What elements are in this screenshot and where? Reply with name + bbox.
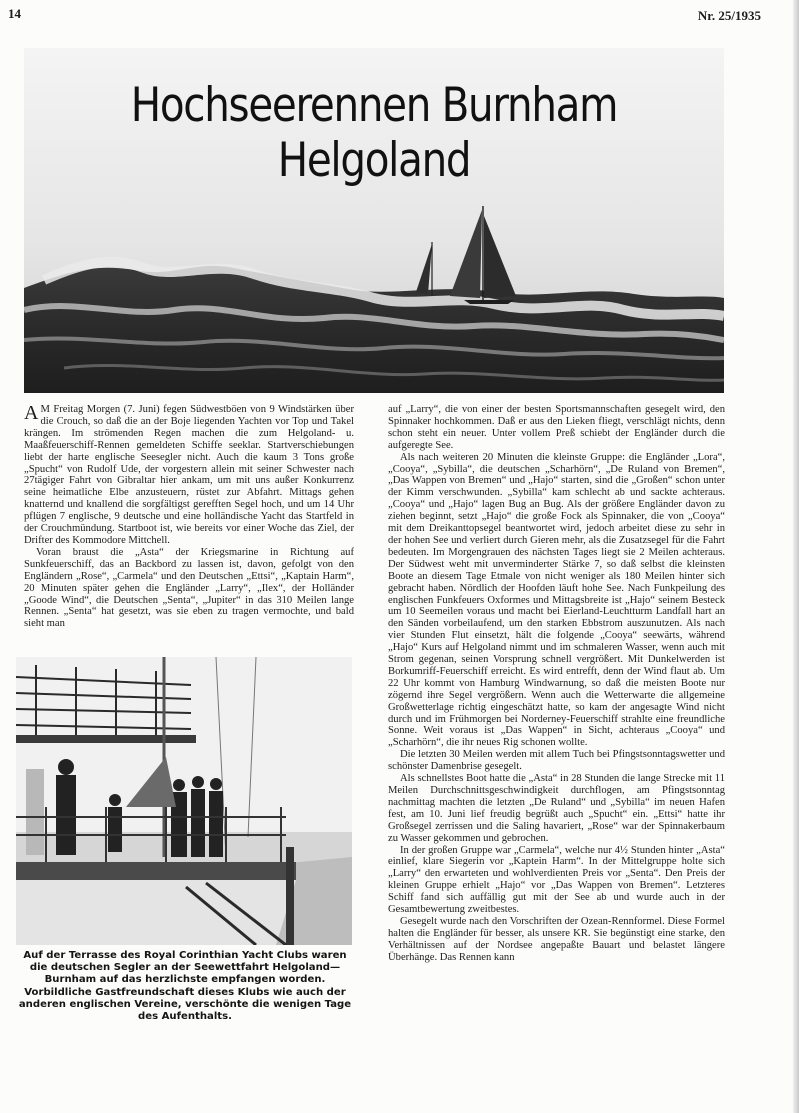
- terrace-photo-illustration: [16, 657, 352, 945]
- issue-number: Nr. 25/1935: [697, 8, 761, 23]
- right-paragraph: Gesegelt wurde nach den Vorschriften der Ozean-Rennformel. Diese Formel halten die Engländer für besser, als unsere KR. Sie begünstigt eine starke, den Verhältnissen auf der Nordsee angepaßte Bauart und belastet längere Überhänge. Das Rennen kann: [388, 915, 725, 963]
- left-column-text: [24, 404, 354, 646]
- right-paragraph: Die letzten 30 Meilen werden mit allem Tuch bei Pfingstsonntagswetter und schönster Damenbrise gesegelt.: [388, 749, 725, 773]
- right-paragraph: Als nach weiteren 20 Minuten die kleinste Gruppe: die Engländer „Lora“, „Cooya“, „Sybilla“, die deutschen „Scharhörn“, „De Ruland von Bremen“, „Das Wappen von Bremen“ und „Hajo“ starten, sind die „Großen“ schon unter der Kimm verschwunden. „Sybilla“ kam schlecht ab und sackte achteraus. „Cooya“ und „Hajo“ lagen Bug an Bug. Als der größere Engländer davon zu ziehen beginnt, setzt „Hajo“ die große Fock als Spinnaker, die von „Cooya“ mit dem Dreikanttopsegel beantwortet wird, jedoch arbeitet diese zu sehr in der hohen See und verliert durch Gieren mehr, als die Zusatzsegel für die Fahrt bedeuten. Im Morgengrauen des nächsten Tages liegt sie 2 Meilen achteraus. Der Südwest weht mit unverminderter Stärke 7, so daß selbst die kleinsten Boote an diesem Tage Etmale von nicht weniger als 180 Meilen hinter sich gebracht haben. Nördlich der Hoofden läuft hohe See. Nach Funkpeilung des englischen Funkfeuers Oxformes und Mittagsbreite ist „Hajo“ seinem Besteck um 10 Seemeilen voraus und macht bei Eierland-Leuchtturm Landfall hart an den Sänden vorbeilaufend, um den starken Ebbstrom auszunutzen. Als nach vier Stunden Flut einsetzt, hält die folgende „Cooya“ seewärts, während „Hajo“ Kurs auf Helgoland nimmt und im schmaleren Wasser, wenn auch mit Strom gegenan, seinen Vorsprung schnell vergrößert. Mit Dunkelwerden ist Borkumriff-Feuerschiff erreicht. Es wird entrefft, denn der Wind flaut ab. Um 22 Uhr kommt von Hamburg Windwarnung, so daß die meisten Boote nur zögernd ihre Segel vergrößern. Wenn auch die Wetterwarte die allgemeine Großwetterlage richtig eingeschätzt hatte, so kam der angesagte Wind nicht durch und im Frühmorgen bei Norderney-Feuerschiff strahlte eine freundliche Sonne. Weit voraus ist „Das Wappen“ in Sicht, achteraus „Cooya“ und „Scharhörn“, die ihr neues Rig schonen wollte.: [388, 451, 725, 749]
- yacht-club-terrace-photo: [16, 657, 352, 945]
- intro-text: M Freitag Morgen (7. Juni) fegen Südwestböen von 9 Windstärken über die Crouch, so daß die an der Boje liegenden Yachten vor Top und Takel krängen. Im strömenden Regen machen die zum Helgoland- u. Maaßfeuerschiff-Rennen gemeldeten Schiffe seeklar. Startverschiebungen liebt der harte englische Seesegler nicht. Auch die kaum 3 Tons große „Spucht“ von Rudolf Ude, der vorgestern allein mit seiner Schwester nach 27tägiger Fahrt von Gibraltar hier ankam, um mit uns außer Konkurrenz seine heimatliche Elbe anzusteuern, rüstet zur Abfahrt. Mittags gehen knatternd und knallend die sorgfältigst gerefften Segel hoch, und um 14 Uhr pflügen 7 englische, 9 deutsche und eine holländische Yacht das Startfeld in der Crouchmündung. Startboot ist, wie bereits vor einer Woche das Ziel, der Drifter des Kommodore Mittchell.: [24, 404, 354, 546]
- hero-photo-sailing-yachts: [24, 48, 724, 393]
- page-edge-shadow: [793, 0, 799, 1113]
- right-column-text: [388, 404, 725, 1016]
- drop-cap: A: [24, 404, 39, 424]
- photo-caption: Auf der Terrasse des Royal Corinthian Yacht Clubs waren die deutschen Segler an der Seewettfahrt Helgoland—Burnham auf das herzlichste empfangen worden. Vorbildliche Gastfreundschaft dieses Klubs wie auch der anderen englischen Vereine, verschönte die wenigen Tage des Aufenthalts.: [18, 950, 352, 1023]
- intro-paragraph: [24, 404, 354, 547]
- right-paragraph: Als schnellstes Boot hatte die „Asta“ in 28 Stunden die lange Strecke mit 11 Meilen Durchschnittsgeschwindigkeit durchflogen, am Pfingstsonntag nachmittag machten die letzten „De Ruland“ und „Sybilla“ im neuen Hafen fest, am 10. Juni lief freudig begrüßt auch „Spucht“ ein. „Ettsi“ hatte ihr Großsegel zerrissen und die Saling havariert, „Rose“ war der Spinnakerbaum zu Wasser gekommen und gebrochen.: [388, 773, 725, 844]
- page-number: 14: [8, 6, 21, 21]
- right-paragraph: In der großen Gruppe war „Carmela“, welche nur 4½ Stunden hinter „Asta“ einlief, klare Siegerin vor „Kaptein Harm“. In der Mittelgruppe holte sich „Larry“ den erwarteten und wohlverdienten Preis vor „Senta“. Den Preis der kleinen Gruppe erhielt „Hajo“ vor „Das Wappen von Bremen“. Letzteres Schiff fand sich auffällig gut mit der See ab und wurde auch in der Gesamtbewertung zweitbestes.: [388, 844, 725, 916]
- paragraph-2: Voran braust die „Asta“ der Kriegsmarine in Richtung auf Sunkfeuerschiff, das an Backbord zu lassen ist, davon, gefolgt von den Engländern „Rose“, „Carmela“ und den Deutschen „Ettsi“, „Kaptain Harm“, 20 Minuten später gehen die Engländer „Larry“, „Ilex“, der Holländer „Goode Wind“, die Deutschen „Senta“, „Jupiter“ in das 310 Meilen lange Rennen. „Senta“ hat gesetzt, was sie eben zu tragen vermochte, und bald sieht man: [24, 546, 354, 630]
- headline: Hochseerennen Burnham Helgoland: [130, 78, 618, 188]
- right-paragraph: auf „Larry“, die von einer der besten Sportsmannschaften gesegelt wird, den Spinnaker hochkommen. Daß er aus den Lieken fliegt, verschlägt nichts, denn schon steht ein neuer. Unter vollem Preß schiebt der Engländer durch die aufgeregte See.: [388, 404, 725, 451]
